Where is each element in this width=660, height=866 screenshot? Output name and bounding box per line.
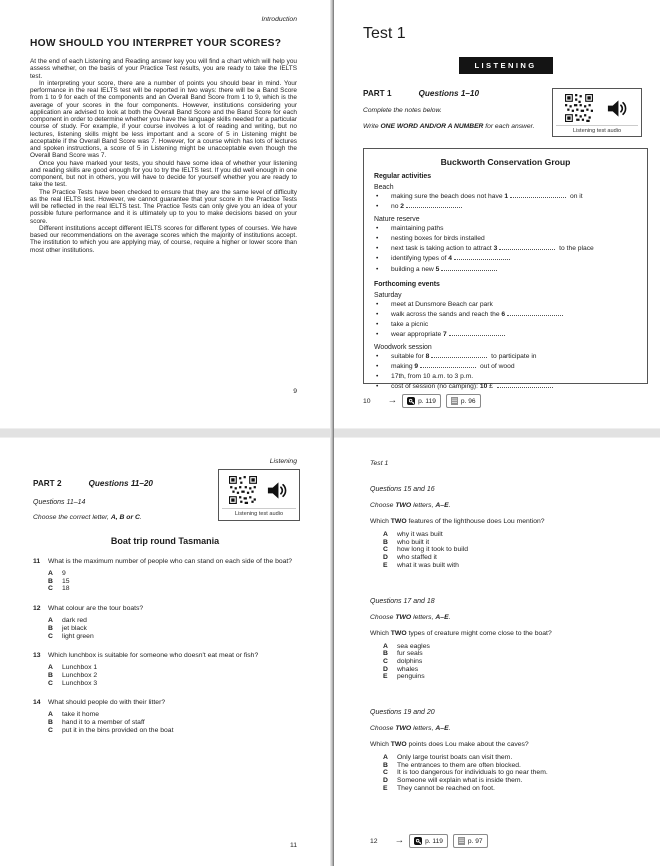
option-letter: A [48, 617, 53, 625]
option-text: They cannot be reached on foot. [397, 784, 495, 792]
answer-blank[interactable] [454, 254, 510, 260]
question-number: 6 [501, 310, 506, 318]
option[interactable] [48, 719, 297, 727]
audio-caption: Listening test audio [222, 508, 296, 517]
answer-blank[interactable] [499, 244, 555, 250]
option-text: take it home [62, 711, 100, 719]
questions-range-label: Questions 15 and 16 [370, 486, 435, 493]
notes-subheading: Nature reserve [374, 216, 420, 224]
page-number: 10 [363, 397, 371, 405]
option-letter: C [383, 546, 388, 554]
notes-item: • take a picnic [374, 320, 637, 330]
notes-item: • making 9 out of wood [374, 362, 637, 372]
option-text: It is too dangerous for individuals to go near them. [397, 769, 548, 777]
instruction-line: Choose TWO letters, A–E. [370, 613, 451, 621]
option-text: jet black [62, 624, 87, 632]
page-10 [334, 0, 660, 428]
question-number: 1 [504, 193, 509, 200]
question-number: 11 [33, 558, 41, 565]
option[interactable] [48, 672, 297, 680]
option-text: Lunchbox 1 [62, 664, 98, 672]
question-number: 9 [414, 363, 419, 371]
notes-item: • suitable for 8 to participate in [374, 352, 637, 362]
option-letter: A [48, 570, 53, 577]
option[interactable] [383, 762, 646, 770]
option[interactable] [48, 633, 297, 641]
option-letter: E [383, 673, 388, 681]
option-text: Only large tourist boats can visit them. [397, 754, 513, 762]
option-letter: C [383, 769, 388, 777]
option[interactable] [383, 666, 646, 674]
option-letter: E [383, 561, 388, 569]
question-block-15-16 [370, 486, 646, 570]
question-text: What should people do with their litter? [48, 699, 166, 707]
question-13 [33, 652, 297, 687]
instruction-line: Complete the notes below. [363, 106, 442, 114]
running-header-test1: Test 1 [370, 460, 389, 467]
listening-audio-box[interactable] [552, 88, 642, 137]
qr-code-icon [229, 476, 257, 504]
instruction-line: Choose the correct letter, A, B or C. [33, 514, 142, 521]
notes-item: • next task is taking action to attract 3 to the place [374, 244, 637, 254]
speaker-icon [606, 97, 629, 120]
option-text: dark red [62, 617, 87, 625]
notes-item: • identifying types of 4 [374, 254, 637, 264]
option-letter: A [383, 754, 388, 762]
option[interactable] [383, 531, 646, 539]
option-text: The entrances to them are often blocked. [397, 761, 521, 769]
option[interactable] [383, 658, 646, 666]
notes-item: • meet at Dunsmore Beach car park [374, 300, 637, 310]
answer-blank[interactable] [449, 330, 505, 336]
option[interactable] [48, 711, 297, 719]
audioscript-reference[interactable] [446, 394, 481, 408]
question-14 [33, 699, 297, 734]
option[interactable] [383, 650, 646, 658]
option[interactable] [48, 625, 297, 633]
instruction-line: Choose TWO letters, A–E. [370, 502, 451, 509]
option[interactable] [383, 673, 646, 681]
notes-item: • wear appropriate 7 [374, 330, 637, 340]
audioscript-page: p. 97 [467, 837, 483, 845]
page-11 [0, 436, 330, 866]
option[interactable] [48, 617, 297, 625]
notes-item: • cost of session (no camping): 10 £ [374, 382, 637, 392]
notes-title: Buckworth Conservation Group [440, 157, 571, 167]
option-letter: D [383, 777, 388, 785]
question-number: 4 [448, 255, 452, 263]
notes-subheading: Woodwork session [374, 344, 432, 352]
audioscript-page: p. 96 [460, 397, 476, 405]
audioscript-icon [451, 397, 458, 405]
question-block-19-20 [370, 709, 646, 793]
paragraph: The Practice Tests have been checked to ensure that they are the same level of difficulty as the real IELTS test. However, we cannot guarantee that your score in the Practice Tests will be reflected in the real IELTS test. The Practice Tests can only give you an idea of your possible future performance and it is ultimately up to you to make decisions based on your score. [30, 188, 297, 225]
answer-blank[interactable] [431, 352, 487, 358]
option-letter: C [48, 585, 53, 593]
question-number: 10 [479, 383, 488, 391]
questions-range-label: Questions 11–14 [33, 499, 86, 506]
page-title: HOW SHOULD YOU INTERPRET YOUR SCORES? [30, 38, 282, 49]
key-icon [414, 837, 422, 845]
option-text: how long it took to build [397, 546, 469, 554]
answer-key-page: p. 119 [418, 397, 436, 405]
qr-code-icon [565, 94, 593, 122]
notes-item: • no 2 [374, 202, 637, 212]
answer-key-reference[interactable] [409, 834, 448, 848]
option-letter: B [48, 671, 53, 679]
option-letter: C [383, 657, 388, 665]
option-letter: D [383, 554, 388, 562]
option[interactable] [48, 585, 297, 593]
option-letter: B [48, 577, 53, 585]
option-text: who built it [397, 538, 430, 546]
answer-blank[interactable] [497, 382, 553, 388]
option-text: why it was built [397, 531, 443, 538]
option-letter: B [383, 538, 388, 546]
questions-range-label: Questions 17 and 18 [370, 597, 435, 605]
question-12 [33, 605, 297, 640]
question-number: 14 [33, 699, 41, 707]
option-letter: B [48, 719, 53, 727]
option[interactable] [383, 777, 646, 785]
notes-item: • 17th, from 10 a.m. to 3 p.m. [374, 372, 637, 382]
option[interactable] [383, 546, 646, 554]
answer-blank[interactable] [507, 310, 563, 316]
answer-key-reference[interactable] [402, 394, 441, 408]
notes-item: • making sure the beach does not have 1 on it [374, 192, 637, 202]
section-title: Boat trip round Tasmania [110, 536, 220, 546]
page-number: 12 [370, 837, 378, 845]
option-text: hand it to a member of staff [62, 719, 145, 727]
question-text: Which TWO types of creature might come close to the boat? [370, 629, 552, 637]
part-label: PART 1 [363, 88, 392, 98]
notes-heading: Regular activities [374, 173, 432, 180]
option-text: what it was built with [397, 561, 459, 569]
option-text: penguins [397, 673, 425, 681]
option-letter: C [48, 632, 53, 640]
option-text: fur seals [397, 650, 423, 658]
option[interactable] [383, 562, 646, 570]
option-text: 9 [62, 570, 66, 577]
page-number: 9 [293, 388, 297, 395]
instruction-line: Choose TWO letters, A–E. [370, 725, 451, 733]
question-text: What is the maximum number of people who can stand on each side of the boat? [48, 558, 293, 565]
option-letter: A [48, 711, 53, 719]
option[interactable] [383, 554, 646, 562]
notes-heading: Forthcoming events [374, 280, 440, 288]
option-text: dolphins [397, 657, 423, 665]
paragraph: At the end of each Listening and Reading answer key you will find a chart which will help you assess whether, on the basis of your Practice Test results, you are ready to take the IELTS test. [30, 58, 297, 80]
option[interactable] [48, 727, 297, 735]
page-9 [0, 0, 330, 428]
option-text: 18 [62, 585, 70, 593]
arrow-right-icon: → [394, 835, 405, 847]
paragraph: Once you have marked your tests, you should have some idea of whether your listening and reading skills are good enough for you to try the IELTS test. If you did well enough in one component, but not in others, you will have to decide for yourself whether you are ready to take the test. [30, 159, 297, 189]
question-number: 2 [400, 203, 405, 211]
page-number: 11 [289, 842, 297, 849]
option-text: Someone will explain what is inside them. [397, 777, 523, 785]
part-questions-label: Questions 11–20 [88, 479, 153, 488]
audioscript-icon [458, 837, 465, 845]
option[interactable] [383, 785, 646, 793]
option-text: sea eagles [397, 642, 430, 650]
listening-audio-box[interactable] [218, 469, 300, 521]
option[interactable] [383, 539, 646, 547]
option-text: 15 [62, 577, 70, 585]
notes-completion-box [363, 148, 648, 391]
option[interactable] [383, 769, 646, 777]
key-icon [407, 397, 415, 405]
question-number: 12 [33, 605, 41, 613]
running-header-listening: Listening [269, 458, 297, 465]
notes-subheading: Beach [374, 184, 394, 191]
option-text: Lunchbox 3 [62, 679, 98, 687]
question-text: Which lunchbox is suitable for someone who doesn't eat meat or fish? [48, 652, 259, 660]
option[interactable] [383, 754, 646, 762]
option-letter: B [383, 650, 388, 658]
audio-caption: Listening test audio [556, 125, 638, 134]
option-text: who staffed it [397, 554, 437, 562]
speaker-icon [266, 479, 289, 502]
listening-banner: LISTENING [459, 57, 553, 74]
option[interactable] [48, 664, 297, 672]
option-letter: C [48, 726, 53, 734]
page-12 [334, 436, 660, 866]
option-text: Lunchbox 2 [62, 671, 98, 679]
answer-key-page: p. 119 [425, 837, 443, 845]
paragraph: Different institutions accept different IELTS scores for different types of courses. We have based our recommendations on the average scores which the majority of institutions accept. The institution to which you are applying may, of course, require a higher or lower score than most other institutions. [30, 224, 297, 254]
option-letter: B [48, 624, 53, 632]
page-footer [370, 834, 488, 848]
option-letter: D [383, 665, 388, 673]
option[interactable] [48, 578, 297, 586]
book-spine [330, 0, 334, 866]
option-letter: A [48, 664, 53, 672]
instruction-line: Write ONE WORD AND/OR A NUMBER for each answer. [363, 122, 535, 130]
part-questions-label: Questions 1–10 [418, 88, 480, 98]
question-11 [33, 558, 297, 593]
answer-blank[interactable] [406, 202, 462, 208]
question-text: Which TWO points does Lou make about the caves? [370, 741, 529, 749]
running-header-introduction: Introduction [261, 16, 297, 23]
option-letter: C [48, 679, 53, 687]
answer-blank[interactable] [510, 192, 566, 198]
question-number: 13 [33, 652, 41, 660]
test-title: Test 1 [363, 25, 406, 42]
option[interactable] [383, 643, 646, 651]
notes-item: • walk across the sands and reach the 6 [374, 310, 637, 320]
option-letter: E [383, 784, 388, 792]
question-number: 3 [493, 245, 498, 253]
notes-item: • building a new 5 [374, 265, 637, 275]
notes-subheading: Saturday [374, 291, 402, 299]
question-text: Which TWO features of the lighthouse does Lou mention? [370, 518, 545, 525]
question-number: 5 [435, 265, 440, 273]
option-letter: A [383, 531, 388, 538]
option-letter: A [383, 642, 388, 650]
audioscript-reference[interactable] [453, 834, 488, 848]
option-letter: B [383, 761, 388, 769]
answer-blank[interactable] [441, 265, 497, 271]
option-text: light green [62, 632, 94, 640]
paragraph: In interpreting your score, there are a number of points you should bear in mind. Your performance in the real IELTS test will be reported in two ways: there will be a Band Score from 1 to 9 for each of the components and an Overall Band Score from 1 to 9, which is the average of your scores in the four components. However, institutions considering your application are advised to look at both the Overall Band Score and the Band Score for each component in order to determine whether you have the language skills needed for a particular course of study. For example, if your course involves a lot of reading and writing, but no lectures, listening skills might be less important and a score of 5 in Listening might be acceptable if the Overall Band Score was 7. However, for a course which has lots of lectures and spoken instructions, a score of 5 in Listening might be unacceptable even though the Overall Band Score was 7. [30, 79, 297, 160]
questions-range-label: Questions 19 and 20 [370, 709, 435, 717]
question-text: What colour are the tour boats? [48, 605, 144, 613]
page-footer [363, 394, 481, 408]
question-block-17-18 [370, 598, 646, 682]
answer-blank[interactable] [420, 362, 476, 368]
notes-item: • nesting boxes for birds installed [374, 234, 637, 244]
arrow-right-icon: → [387, 395, 398, 407]
part-label: PART 2 [33, 479, 62, 488]
option[interactable] [48, 680, 297, 688]
option-text: whales [397, 665, 419, 673]
option-text: put it in the bins provided on the boat [62, 726, 174, 734]
notes-item: • maintaining paths [374, 224, 637, 234]
question-number: 8 [425, 353, 430, 361]
option[interactable] [48, 570, 297, 578]
question-number: 7 [443, 330, 447, 338]
